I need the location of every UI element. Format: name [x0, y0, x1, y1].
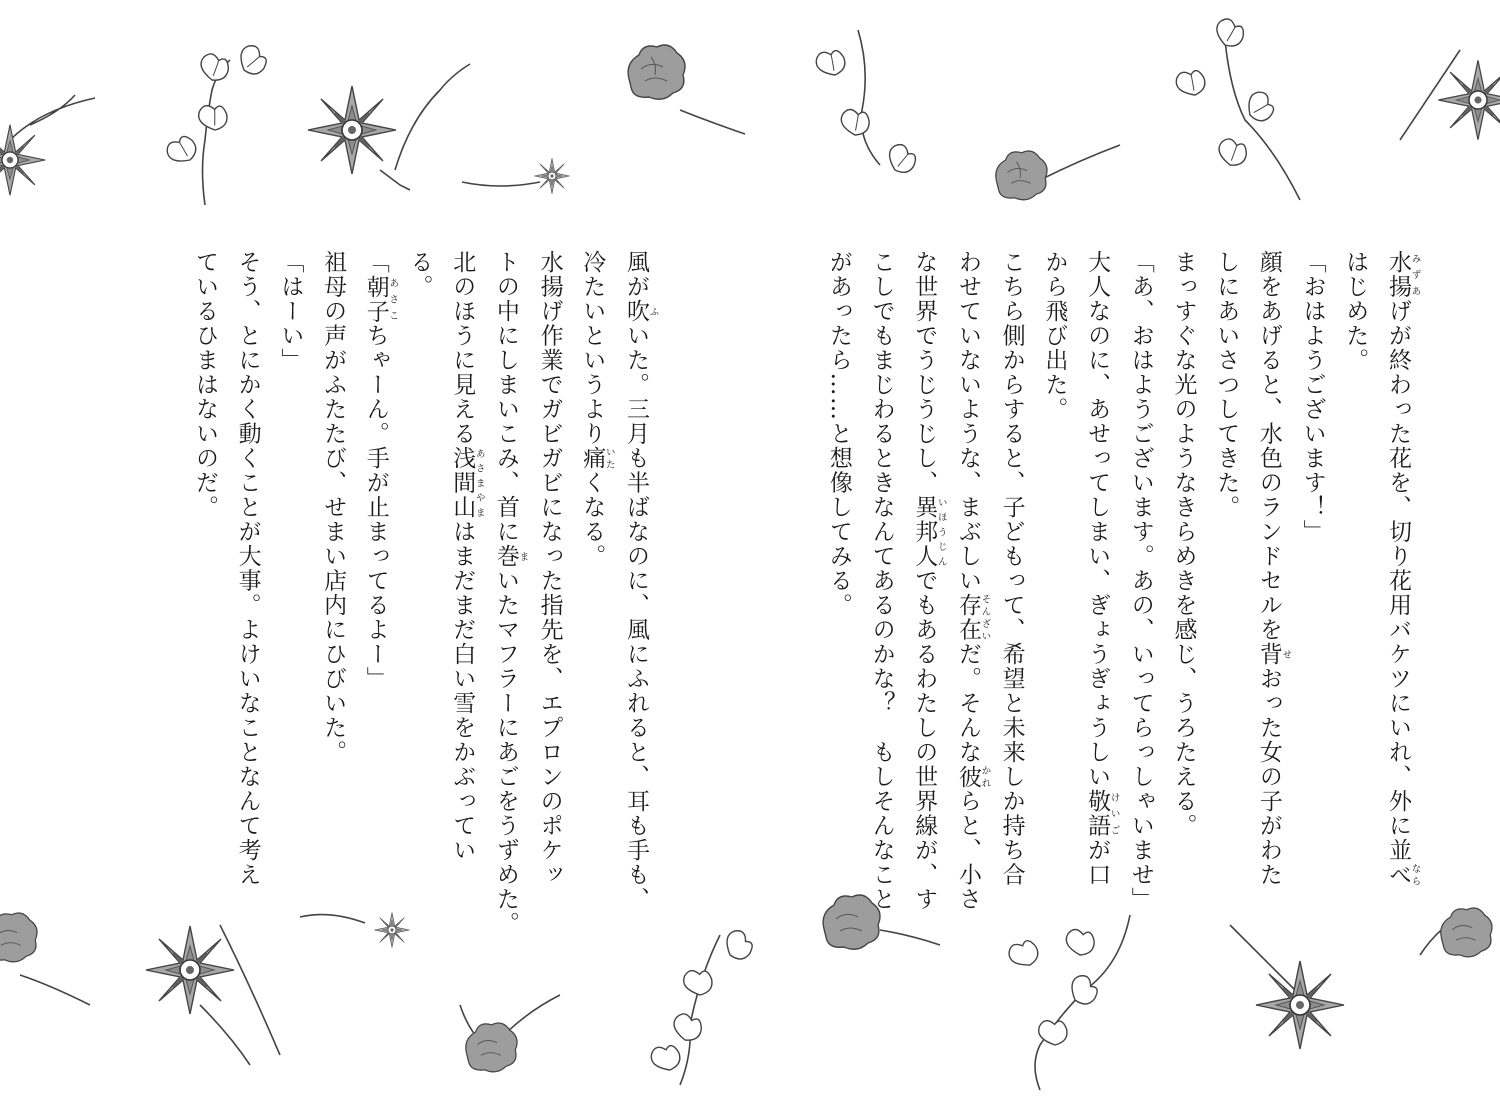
text-line — [226, 250, 269, 887]
text-segment: トの中にしまいこみ、首に — [492, 250, 519, 544]
ruby-base: 背 — [1255, 642, 1282, 667]
text-line — [528, 250, 571, 887]
text-line — [398, 250, 441, 850]
ruby-word — [1255, 642, 1292, 667]
text-segment: でもあるわたしの世界線が、す — [911, 568, 938, 912]
ruby-word — [623, 299, 659, 324]
furigana: いほうじん — [935, 495, 947, 569]
text-segment: な世界でうじうじし、 — [911, 250, 938, 495]
ruby-word — [492, 544, 529, 569]
text-segment: いた。三月も半ばなのに、風にふれると、耳も手も、 — [623, 323, 649, 912]
text-segment: くなる。 — [579, 470, 606, 569]
text-line — [990, 250, 1033, 887]
text-segment: 顔をあげると、水色のランドセルを — [1255, 250, 1282, 642]
ruby-base: 巻 — [492, 544, 519, 569]
furigana: みずあ — [1409, 250, 1421, 299]
text-line — [817, 250, 860, 850]
furigana: そんざい — [979, 593, 991, 642]
ruby-word — [954, 764, 991, 790]
text-segment: わせていないような、まぶしい — [954, 250, 981, 593]
ruby-word — [449, 446, 485, 520]
ruby-word — [1385, 862, 1421, 888]
text-line — [269, 250, 312, 850]
ruby-word — [911, 495, 947, 569]
text-segment: こしでもまじわるときなんてあるのかな？ もしそんなこと — [868, 250, 895, 912]
ruby-word — [1385, 250, 1421, 299]
furigana: けいご — [1108, 789, 1120, 838]
furigana: ふ — [647, 299, 659, 324]
text-segment: こちら側からすると、子どもって、希望と未来しか持ち合 — [998, 250, 1025, 887]
text-segment: る。 — [406, 250, 433, 299]
text-line — [614, 250, 659, 912]
furigana: あさまやま — [473, 446, 485, 520]
ruby-word — [579, 446, 615, 471]
text-line — [571, 250, 615, 850]
text-line — [1162, 250, 1205, 850]
text-line — [1291, 250, 1334, 850]
text-segment: はまだまだ白い雪をかぶってい — [449, 519, 476, 863]
ruby-base: 痛 — [579, 446, 606, 471]
furigana: なら — [1409, 862, 1421, 887]
ruby-word — [1084, 789, 1120, 838]
text-line — [1033, 250, 1076, 850]
text-line — [946, 250, 991, 912]
text-segment: 「おはようございます！」 — [1299, 250, 1326, 544]
text-segment: いたマフラーにあごをうずめた。 — [492, 568, 519, 936]
ruby-base: 朝子 — [362, 274, 389, 324]
text-segment: から飛び出た。 — [1041, 250, 1068, 422]
text-segment: まっすぐな光のようなきらめきを感じ、うろたえる。 — [1170, 250, 1197, 838]
furigana: かれ — [979, 764, 991, 789]
text-segment: ているひまはないのだ。 — [191, 250, 218, 520]
text-segment: 風が — [623, 250, 649, 299]
text-line — [860, 250, 903, 912]
left-page-text — [191, 250, 659, 936]
text-line — [903, 250, 947, 912]
text-line — [1119, 250, 1162, 912]
top-flower-border — [0, 0, 1500, 205]
text-segment: しにあいさつしてきた。 — [1213, 250, 1240, 520]
ruby-base: 水揚 — [1385, 250, 1411, 299]
text-segment: ちゃーん。手が止まってるよー」 — [362, 323, 389, 691]
text-segment: そう、とにかく動くことが大事。よけいなことなんて考え — [234, 250, 261, 887]
ruby-base: 浅間山 — [449, 446, 476, 520]
text-line — [183, 250, 226, 850]
text-line — [311, 250, 354, 850]
text-line — [440, 250, 485, 863]
text-line — [1376, 250, 1421, 887]
text-segment: はじめた。 — [1342, 250, 1369, 373]
text-line — [1075, 250, 1120, 887]
text-line — [1334, 250, 1377, 850]
text-segment: らと、小さ — [954, 789, 981, 912]
ruby-base: 彼 — [954, 764, 981, 789]
ruby-base: 吹 — [623, 299, 649, 324]
text-segment: が口 — [1084, 838, 1111, 887]
furigana: あさこ — [387, 274, 399, 324]
text-line — [354, 250, 398, 850]
right-page-text — [825, 250, 1421, 912]
text-segment: だ。そんな — [954, 642, 981, 765]
text-segment: げが終わった花を、切り花用バケツにいれ、外に並 — [1385, 299, 1411, 863]
ruby-base: べ — [1385, 862, 1411, 887]
ruby-base: 存在 — [954, 593, 981, 642]
text-segment: 冷たいというより — [579, 250, 606, 446]
text-line — [484, 250, 529, 936]
ruby-word — [954, 593, 991, 642]
text-segment: 水揚げ作業でガビガビになった指先を、エプロンのポケッ — [536, 250, 563, 887]
ruby-base: 敬語 — [1084, 789, 1111, 838]
text-line — [1247, 250, 1292, 887]
text-segment: 「 — [362, 250, 389, 275]
bottom-flower-border — [0, 895, 1500, 1100]
ruby-word — [362, 274, 399, 324]
text-segment: 「あ、おはようございます。あの、いってらっしゃいませ」 — [1127, 250, 1154, 912]
text-segment: おった女の子がわた — [1255, 666, 1282, 887]
text-segment: 大人なのに、あせってしまい、ぎょうぎょうしい — [1084, 250, 1111, 789]
text-segment: 祖母の声がふたたび、せまい店内にひびいた。 — [320, 250, 347, 765]
ruby-base: 異邦人 — [911, 495, 938, 569]
furigana: せ — [1280, 642, 1292, 667]
text-line — [1204, 250, 1247, 850]
text-segment: 「はーい」 — [277, 250, 304, 373]
furigana: ま — [517, 544, 529, 569]
text-segment: があったら……と想像してみる。 — [825, 250, 852, 618]
furigana: いた — [603, 446, 615, 471]
text-segment: 北のほうに見える — [449, 250, 476, 446]
